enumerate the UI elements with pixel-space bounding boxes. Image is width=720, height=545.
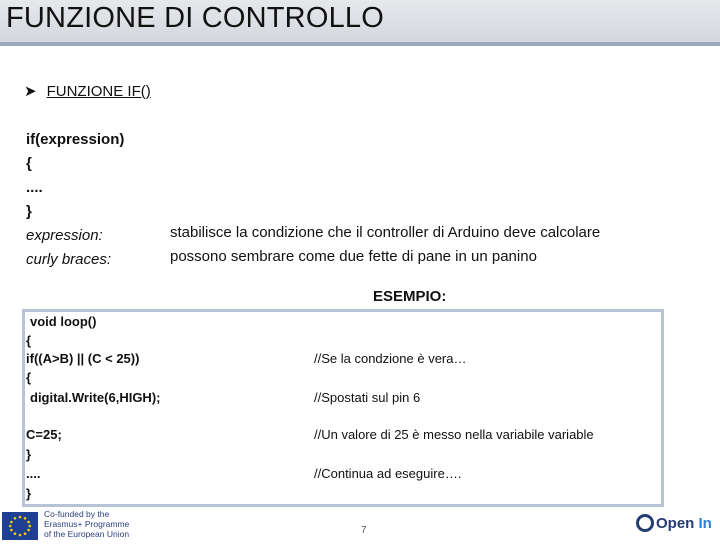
syntax-line: .... — [26, 179, 43, 196]
page-number: 7 — [361, 525, 367, 536]
footer — [0, 507, 720, 540]
definition-text: stabilisce la condizione che il controller di Arduino deve calcolare — [170, 224, 601, 241]
arrow-bullet-icon: ➤ — [24, 83, 37, 100]
title-bar — [0, 0, 720, 46]
eu-text-line: Co-funded by the — [44, 509, 110, 519]
code-line: C=25; — [26, 427, 62, 442]
code-comment: //Se la condzione è vera… — [314, 351, 467, 366]
code-comment: //Spostati sul pin 6 — [314, 390, 421, 405]
eu-flag-icon — [2, 512, 38, 540]
open-in-logo — [636, 512, 720, 542]
syntax-block — [26, 128, 124, 272]
logo-text-part: Open — [656, 515, 695, 532]
definition-term: expression: — [26, 227, 103, 244]
logo-text-part: In — [698, 515, 712, 532]
syntax-line: { — [26, 155, 32, 172]
definition-text: possono sembrare come due fette di pane in un panino — [170, 248, 537, 265]
eu-funding-text — [44, 509, 129, 539]
code-line: if((A>B) || (C < 25)) — [26, 351, 140, 366]
code-line: { — [26, 370, 32, 385]
code-line: { — [26, 333, 32, 348]
eu-text-line: of the European Union — [44, 529, 130, 539]
code-comment: //Continua ad eseguire…. — [314, 466, 462, 481]
page-title: FUNZIONE DI CONTROLLO — [6, 2, 384, 34]
code-comment: //Un valore di 25 è messo nella variabile variable — [314, 427, 594, 442]
bullet-item — [24, 82, 151, 100]
code-line: .... — [26, 466, 41, 481]
syntax-line: } — [26, 203, 32, 220]
example-heading: ESEMPIO: — [373, 288, 447, 305]
syntax-line: if(expression) — [26, 131, 125, 148]
eu-text-line: Erasmus+ Programme — [44, 519, 130, 529]
code-line: digital.Write(6,HIGH); — [30, 390, 161, 405]
definition-term: curly braces: — [26, 251, 112, 268]
logo-text — [656, 515, 712, 532]
logo-circle-icon — [636, 514, 654, 532]
code-line: } — [26, 486, 32, 501]
code-line: void loop() — [30, 314, 97, 329]
bullet-label: FUNZIONE IF() — [46, 82, 151, 100]
code-line: } — [26, 447, 32, 462]
